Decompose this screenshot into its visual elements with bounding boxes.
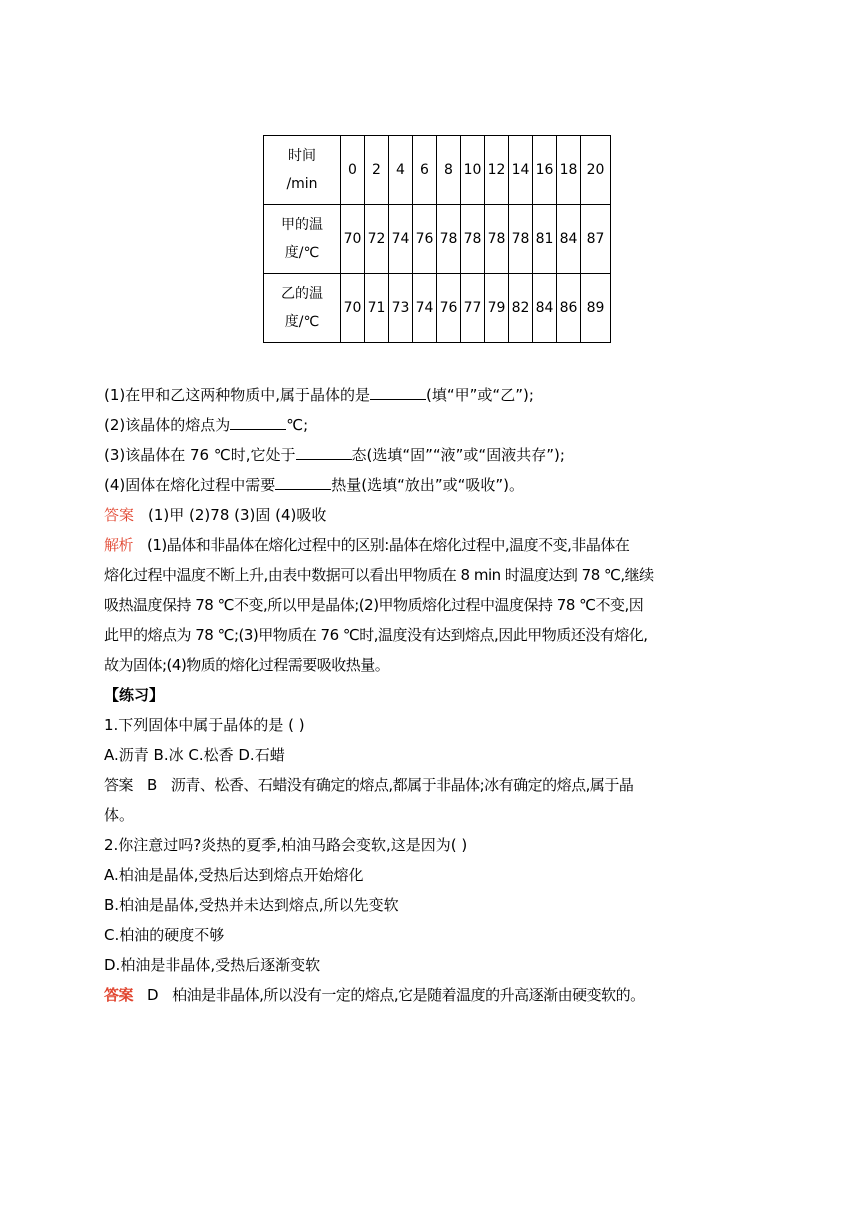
table-cell: 70 [341,205,365,274]
table-cell: 4 [389,136,413,205]
analysis-text: (1)晶体和非晶体在熔化过程中的区别:晶体在熔化过程中,温度不变,非晶体在 [147,536,630,554]
answer-blank [296,443,352,460]
table-cell: 84 [533,274,557,343]
question-text: (2)该晶体的熔点为 [104,416,231,434]
answer-blank [370,383,426,400]
table-cell: 16 [533,136,557,205]
table-cell: 72 [365,205,389,274]
answer-text: 柏油是非晶体,所以没有一定的熔点,它是随着温度的升高逐渐由硬变软的。 [172,986,645,1004]
question-3 [104,440,764,470]
table-cell: 2 [365,136,389,205]
question-text: (3)该晶体在 76 ℃时,它处于 [104,446,296,464]
table-cell: 10 [461,136,485,205]
table-row-header [264,136,341,205]
answer-key: B [147,776,157,794]
practice-question-2: 2.你注意过吗?炎热的夏季,柏油马路会变软,这是因为( ) [104,836,468,854]
analysis-line: 吸热温度保持 78 ℃不变,所以甲是晶体;(2)甲物质熔化过程中温度保持 78 ℃不变,因 [104,596,644,614]
practice-options: A.沥青 B.冰 C.松香 D.石蜡 [104,746,285,764]
table-cell: 84 [557,205,581,274]
table-cell: 0 [341,136,365,205]
table-cell: 6 [413,136,437,205]
header-line: 甲的温 [281,217,323,233]
table-cell: 81 [533,205,557,274]
practice-answer-2 [104,980,764,1010]
answer-label: 答案 [104,776,134,794]
table-cell: 79 [485,274,509,343]
table-cell: 8 [437,136,461,205]
question-1 [104,380,764,410]
table-row [264,274,611,343]
table-cell: 18 [557,136,581,205]
analysis-block [104,530,764,680]
table-cell: 89 [581,274,611,343]
table-cell: 74 [413,274,437,343]
table-cell: 78 [437,205,461,274]
practice-answer-1 [104,770,764,800]
answer-text: (1)甲 (2)78 (3)固 (4)吸收 [148,506,327,524]
answer-label: 答案 [104,506,135,524]
answer-line [104,500,764,530]
table-cell: 20 [581,136,611,205]
header-line: /min [286,176,318,192]
table-cell: 82 [509,274,533,343]
header-line: 度/℃ [284,245,320,261]
table-row [264,136,611,205]
table-cell: 74 [389,205,413,274]
answer-text: 沥青、松香、石蜡没有确定的熔点,都属于非晶体;冰有确定的熔点,属于晶 [170,776,634,794]
practice-heading: 【练习】 [104,686,165,704]
table-cell: 76 [437,274,461,343]
analysis-line: 此甲的熔点为 78 ℃;(3)甲物质在 76 ℃时,温度没有达到熔点,因此甲物质还没有熔化, [104,626,648,644]
analysis-label: 解析 [104,536,134,554]
analysis-line: 故为固体;(4)物质的熔化过程需要吸收热量。 [104,656,390,674]
option-c: C.柏油的硬度不够 [104,926,225,944]
question-text: (填“甲”或“乙”); [426,386,534,404]
practice-question-1: 1.下列固体中属于晶体的是 ( ) [104,716,305,734]
question-4 [104,470,764,500]
table-cell: 14 [509,136,533,205]
option-a: A.柏油是晶体,受热后达到熔点开始熔化 [104,866,364,884]
table-cell: 73 [389,274,413,343]
temperature-table [263,135,611,343]
answer-blank [230,413,286,430]
header-line: 时间 [288,148,316,164]
question-text: 态(选填“固”“液”或“固液共存”); [351,446,565,464]
table-row [264,205,611,274]
table-cell: 76 [413,205,437,274]
answer-text: 体。 [104,806,135,824]
option-d: D.柏油是非晶体,受热后逐渐变软 [104,956,321,974]
table-cell: 78 [509,205,533,274]
analysis-line [104,530,764,560]
answer-blank [275,473,331,490]
table-cell: 70 [341,274,365,343]
question-text: 热量(选填“放出”或“吸收”)。 [331,476,525,494]
table-cell: 86 [557,274,581,343]
table-row-header [264,274,341,343]
table-cell: 78 [485,205,509,274]
table-cell: 12 [485,136,509,205]
question-text: (1)在甲和乙这两种物质中,属于晶体的是 [104,386,371,404]
document-body [104,380,764,1010]
table-cell: 71 [365,274,389,343]
question-2 [104,410,764,440]
table-cell: 78 [461,205,485,274]
answer-label: 答案 [104,986,134,1004]
table-cell: 87 [581,205,611,274]
header-line: 度/℃ [284,314,320,330]
option-b: B.柏油是晶体,受热并未达到熔点,所以先变软 [104,896,399,914]
table-cell: 77 [461,274,485,343]
question-text: ℃; [286,416,309,434]
question-text: (4)固体在熔化过程中需要 [104,476,276,494]
table-row-header [264,205,341,274]
header-line: 乙的温 [281,286,323,302]
analysis-line: 熔化过程中温度不断上升,由表中数据可以看出甲物质在 8 min 时温度达到 78 ℃,继续 [104,566,654,584]
answer-key: D [147,986,159,1004]
